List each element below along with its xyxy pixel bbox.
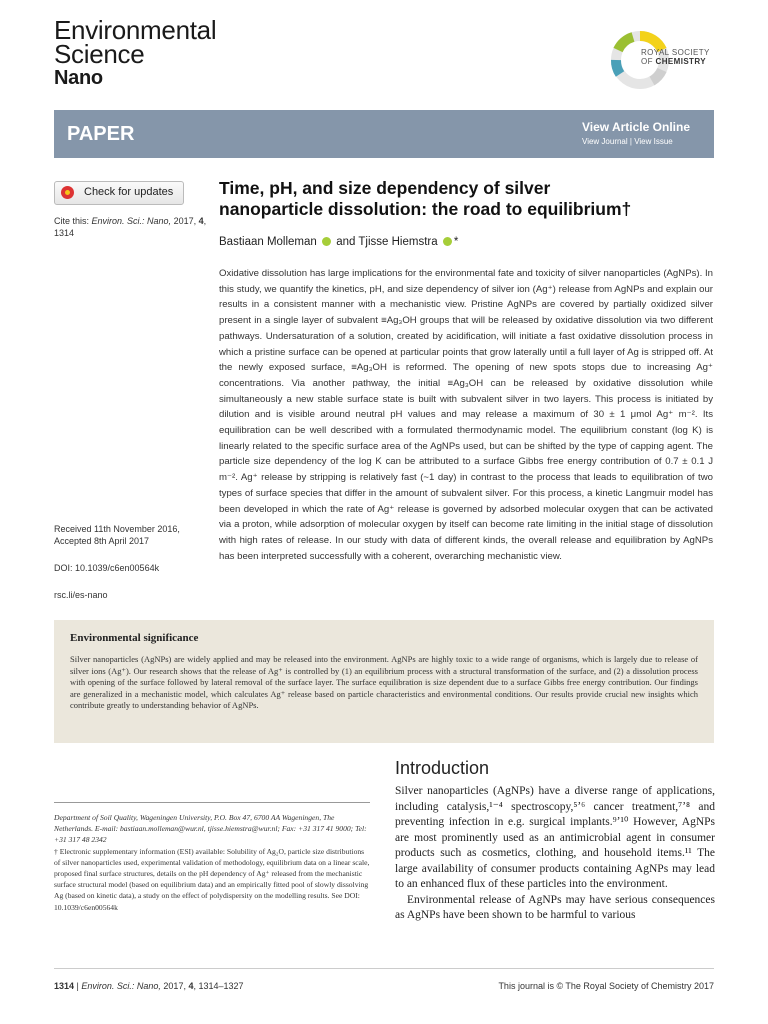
esi-footnote: † Electronic supplementary information (ESI) available: Solubility of Ag₂O, particle size distributions of silver nanoparticles used, experimental validation of methodology, equilibrium data on a linear scale, proposed final surface structures, details on the pH dependency of Ag⁺ released from the mechanistic surface structural model (based on equilibrium data) and an empirically fitted pool of slowly dissolving Ag (based on kinetic data), a study on the effect of polydispersity on the modelling results. See DOI: 10.1039/c6en00564k xyxy=(54,846,370,912)
view-journal-link[interactable]: View Journal xyxy=(582,137,628,146)
footer-divider xyxy=(54,968,714,969)
crossmark-icon xyxy=(61,186,74,199)
cite-label: Cite this: xyxy=(54,216,92,226)
journal-title-line1: Environmental xyxy=(54,15,217,45)
footnotes xyxy=(54,812,370,913)
author-list xyxy=(219,236,458,248)
author-2[interactable]: Tjisse Hiemstra xyxy=(358,236,438,248)
citation xyxy=(54,215,214,239)
introduction-text xyxy=(395,784,715,924)
view-issue-link[interactable]: View Issue xyxy=(634,137,673,146)
doi-link[interactable]: DOI: 10.1039/c6en00564k xyxy=(54,563,160,573)
journal-url-link[interactable]: rsc.li/es-nano xyxy=(54,590,108,600)
article-type-label: PAPER xyxy=(67,123,135,145)
cite-journal: Environ. Sci.: Nano, xyxy=(91,216,172,226)
cite-pages: , 1314 xyxy=(54,216,207,238)
footer-journal: Environ. Sci.: Nano, xyxy=(81,981,161,991)
journal-title xyxy=(54,15,217,90)
significance-heading: Environmental significance xyxy=(70,632,199,644)
publisher-line2-prefix: OF xyxy=(641,57,656,66)
page-footer-citation xyxy=(54,981,244,991)
footer-volume: 4 xyxy=(188,981,194,991)
corresponding-author-mark: * xyxy=(453,236,459,248)
abstract-text: Oxidative dissolution has large implications for the environmental fate and toxicity of silver nanoparticles (AgNPs). In this study, we quantify the kinetics, pH, and size dependency of silver ion (Ag⁺) release from AgNPs and explain our results in a consistent manner with a mechanistic view. Pristine AgNPs are covered by partially oxidized silver present in a single layer of subvalent ≡Ag₃OH groups that will be released by oxidative dissolution via two different pathways. Undersaturation of a solution, created by acidification, will initiate a fast oxidative dissolution process in which a pristine surface can be opened at particular points that grow laterally until a full layer of Ag is stripped off. At the newly exposed surface, ≡Ag₃OH is reformed. The opening of new spots stops due to increasing Ag⁺ concentrations. Via another pathway, the initial ≡Ag₃OH can be released by oxidative dissolution while simultaneously a new stable surface state is built with subvalent silver in two layers. This process is initiated by dilution and is visible around neutral pH values and may release a maximum of 30 ± 1 μmol Ag⁺ m⁻². Its equilibration can be well described with a formulated thermodynamic model. The equilibrium constant (log K) is linearly related to the specific surface area of the AgNPs used, but can be shifted by the type of capping agent. The particle size dependency of the log K can be attributed to a surface Gibbs free energy contribution of 0.7 ± 0.1 J m⁻². Ag⁺ release by stripping is relatively fast (~1 day) in contrast to the process that leads to equilibration of two types of surface species that differ in the amount of subvalent silver. For this process, a kinetic Langmuir model has been developed in which the rate of Ag⁺ release is governed by adsorbed molecular oxygen that can be activated via a proton, while adsorption of molecular oxygen by itself can become rate limiting in the initial stage of dissolution with high rates of release. In our study with data of different kinds, the overall release and equilibration by AgNPs has been interpreted successfully with a coherent, overarching mechanistic view. xyxy=(219,268,713,562)
cite-year: 2017, xyxy=(171,216,199,226)
author-separator: and xyxy=(333,236,359,248)
footnote-divider xyxy=(54,802,370,803)
author-1[interactable]: Bastiaan Molleman xyxy=(219,236,317,248)
received-date: Received 11th November 2016, xyxy=(54,524,180,534)
copyright-notice: This journal is © The Royal Society of Chemistry 2017 xyxy=(498,981,714,991)
orcid-icon[interactable] xyxy=(322,237,331,246)
accepted-date: Accepted 8th April 2017 xyxy=(54,536,150,546)
article-type-banner xyxy=(54,110,714,158)
environmental-significance-box xyxy=(54,620,714,743)
received-dates xyxy=(54,523,214,547)
view-article-online-link[interactable]: View Article Online xyxy=(581,120,690,134)
introduction-paragraph-2: Environmental release of AgNPs may have serious consequences as AgNPs have been shown to be harmful to various xyxy=(395,893,715,921)
check-for-updates-label: Check for updates xyxy=(84,186,174,198)
journal-title-line2: Science xyxy=(54,39,145,69)
affiliation-footnote: Department of Soil Quality, Wageningen University, P.O. Box 47, 6700 AA Wageningen, The Netherlands. E-mail: bastiaan.molleman@wur.nl, tjisse.hiemstra@wur.nl; Fax: +31 317 41 9000; Tel: +31 317 48 2342 xyxy=(54,813,367,845)
significance-text: Silver nanoparticles (AgNPs) are widely applied and may be released into the environment. AgNPs are highly toxic to a wide range of organisms, which is largely due to release of silver ions (Ag⁺). Our research shows that the release of Ag⁺ is controlled by (1) an equilibrium process with a structural transformation of the surface, and (2) a dissolution process with opening of the surface followed by lateral removal of the surface layer. The surface equilibration is size dependent due to a surface Gibbs free energy contribution. Our findings are generalized in a mechanistic model, which calculates Ag⁺ release based on particle characteristics and environmental conditions. Our results provide crucial new insights which contribute greatly to understanding behavior of AgNPs. xyxy=(70,654,698,711)
journal-title-line3: Nano xyxy=(54,67,103,89)
footer-separator: | xyxy=(74,981,82,991)
publisher-line2-bold: CHEMISTRY xyxy=(655,57,706,66)
page-number: 1314 xyxy=(54,981,75,991)
orcid-icon[interactable] xyxy=(443,237,452,246)
introduction-heading: Introduction xyxy=(395,758,490,778)
introduction-paragraph-1: Silver nanoparticles (AgNPs) have a diverse range of applications, including catalysis,¹⁻⁴ spectroscopy,⁵ʼ⁶ cancer treatment,⁷ʼ⁸ and preventing infection in e.g. surgical implants.⁹ʼ¹⁰ However, AgNPs are most prominently used as an antimicrobial agent in consumer products such as cosmetics, clothing, and household items.¹¹ The large availability of consumer products containing AgNPs may lead to an enhanced flux of these particles into the environment. xyxy=(395,785,715,890)
banner-separator: | xyxy=(627,137,635,146)
cite-volume: 4 xyxy=(198,216,204,226)
publisher-line1: ROYAL SOCIETY xyxy=(641,48,710,57)
article-title: Time, pH, and size dependency of silver nanoparticle dissolution: the road to equilibrium† xyxy=(219,178,632,219)
check-for-updates-button[interactable] xyxy=(54,181,184,205)
footer-year: 2017, xyxy=(160,981,189,991)
footer-pages: , 1314–1327 xyxy=(193,981,244,991)
publisher-name xyxy=(641,48,710,66)
